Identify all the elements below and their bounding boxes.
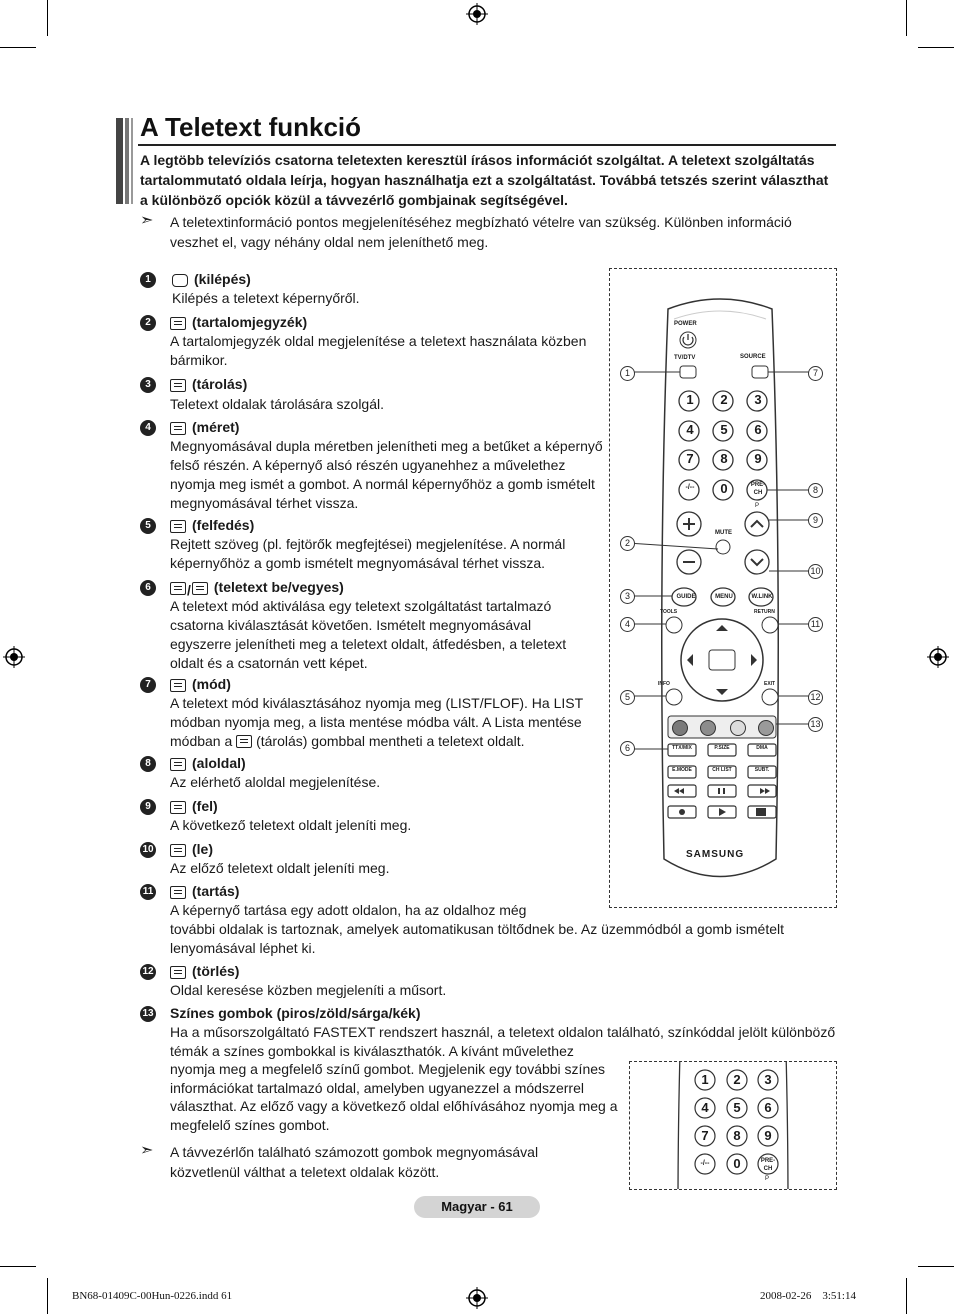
blue-button: [758, 720, 774, 736]
item-body-hold-b: további oldalak is tartoznak, amelyek automatikusan töltődnek be. Az üzemmódból a gomb ismételt lenyomásával léphet ki.: [170, 921, 784, 956]
item-heading-page-up: (fel): [170, 797, 218, 815]
crop-mark: [0, 47, 36, 48]
keypad-digit: 3: [764, 1072, 772, 1087]
remote-return-label: RETURN: [754, 609, 775, 615]
item-body-page-up: A következő teletext oldalt jeleníti meg.: [170, 817, 412, 833]
item-number: 1: [140, 272, 156, 288]
item-heading-exit: (kilépés): [172, 270, 251, 288]
store-key-icon: [236, 735, 252, 748]
remote-digit: 3: [754, 392, 762, 407]
print-timestamp: 2008-02-26 3:51:14: [760, 1290, 856, 1302]
item-heading-teletext-mix: / (teletext be/vegyes): [170, 578, 344, 599]
page-number-badge: Magyar - 61: [414, 1196, 540, 1218]
keypad-digit: 4: [701, 1100, 709, 1115]
item-number: 6: [140, 580, 156, 596]
item-body-color-buttons-b: nyomja meg a megfelelő színű gombot. Megjelenik egy további színes információkat tartalmazó oldal, amelyben ugyanezzel a módszerrel választhat. Az előző vagy a következő oldal előhívásához nyomja meg a megfelelő színes gombot.: [170, 1061, 618, 1133]
item-heading-index: (tartalomjegyzék): [170, 313, 307, 331]
crop-mark: [918, 1266, 954, 1267]
keypad-digit: 7: [701, 1128, 709, 1143]
callout-number: 8: [808, 483, 823, 498]
keypad-digit: 0: [733, 1156, 741, 1171]
note-reception: A teletextinformáció pontos megjelenítéséhez megbízható vételre van szükség. Különben információ veszhet el, vagy néhány oldal nem jeleníthető meg.: [170, 214, 792, 250]
mode-key-icon: [170, 679, 186, 692]
item-number: 7: [140, 677, 156, 693]
remote-digit: 2: [720, 392, 728, 407]
title-rule: [138, 144, 836, 146]
cancel-key-icon: [170, 966, 186, 979]
remote-subt-label: SUBT.: [754, 767, 770, 773]
remote-mute-label: MUTE: [715, 530, 732, 536]
item-number: 4: [140, 420, 156, 436]
crop-mark: [47, 1278, 48, 1314]
remote-dma-label: DMA: [756, 745, 768, 751]
registration-mark-icon: [466, 3, 488, 25]
callout-number: 5: [620, 690, 635, 705]
subpage-key-icon: [170, 758, 186, 771]
item-number: 5: [140, 518, 156, 534]
note-arrow-icon: ➣: [140, 1142, 154, 1159]
item-body-hold-a: A képernyő tartása egy adott oldalon, ha az oldalhoz még: [170, 902, 527, 918]
crop-mark: [47, 0, 48, 36]
remote-digit: 9: [754, 451, 762, 466]
store-key-icon: [170, 379, 186, 392]
page-down-key-icon: [170, 844, 186, 857]
item-number: 10: [140, 842, 156, 858]
hold-key-icon: [170, 886, 186, 899]
callout-number: 13: [808, 717, 823, 732]
page-up-key-icon: [170, 801, 186, 814]
callout-number: 7: [808, 366, 823, 381]
item-body-store: Teletext oldalak tárolására szolgál.: [170, 396, 385, 412]
remote-source-label: SOURCE: [740, 354, 766, 360]
keypad-digit: 1: [701, 1072, 709, 1087]
item-heading-page-down: (le): [170, 840, 213, 858]
remote-digit: 8: [720, 451, 728, 466]
callout-number: 2: [620, 536, 635, 551]
mix-key-icon: [192, 582, 208, 595]
registration-mark-icon: [3, 646, 25, 668]
index-key-icon: [170, 317, 186, 330]
remote-brand-logo: SAMSUNG: [686, 849, 745, 860]
remote-exit-label: EXIT: [764, 681, 776, 687]
page-title: A Teletext funkció: [140, 112, 362, 142]
crop-mark: [906, 1278, 907, 1314]
item-heading-cancel: (törlés): [170, 962, 239, 980]
item-number: 13: [140, 1006, 156, 1022]
keypad-p-label: P: [765, 1176, 770, 1182]
remote-tools-label: TOOLS: [660, 609, 678, 615]
remote-digit: 7: [686, 451, 694, 466]
item-heading-color-buttons: Színes gombok (piros/zöld/sárga/kék): [170, 1005, 421, 1021]
item-heading-subpage: (aloldal): [170, 754, 246, 772]
callout-number: 6: [620, 741, 635, 756]
remote-tvdtv-label: TV/DTV: [674, 355, 696, 361]
ttx-key-icon: [170, 582, 186, 595]
item-body-subpage: Az elérhető aloldal megjelenítése.: [170, 774, 381, 790]
item-heading-hold: (tartás): [170, 882, 239, 900]
item-heading-mode: (mód): [170, 675, 231, 693]
item-number: 12: [140, 964, 156, 980]
red-button: [672, 720, 688, 736]
remote-digit: 1: [686, 392, 694, 407]
crop-mark: [0, 1266, 36, 1267]
remote-guide-label: GUIDE: [676, 594, 696, 600]
item-body-reveal: Rejtett szöveg (pl. fejtörők megfejtései) megjelenítése. A normál képernyőhöz a gomb ismételt megnyomásával térhet vissza.: [170, 536, 566, 571]
item-number: 8: [140, 756, 156, 772]
remote-info-label: INFO: [658, 681, 670, 687]
item-heading-reveal: (felfedés): [170, 516, 254, 534]
note-number-buttons: A távvezérlőn található számozott gombok megnyomásával közvetlenül válthat a teletext oldalak között.: [170, 1144, 539, 1180]
item-body-exit: Kilépés a teletext képernyőről.: [172, 290, 360, 306]
item-body-color-buttons-a: Ha a műsorszolgáltató FASTEXT rendszert használ, a teletext oldalon található, színkóddal jelölt különböző témák a színes gombokkal is kiválaszthatók. A kívánt művelethez: [170, 1024, 836, 1059]
keypad-digit: 6: [764, 1100, 772, 1115]
green-button: [700, 720, 716, 736]
remote-digit: 0: [720, 481, 728, 496]
remote-digit: 4: [686, 422, 694, 437]
keypad-digit: 8: [733, 1128, 741, 1143]
remote-power-label: POWER: [674, 321, 697, 327]
crop-mark: [918, 47, 954, 48]
file-name: BN68-01409C-00Hun-0226.indd 61: [72, 1290, 233, 1302]
remote-chlist-label: CH LIST: [712, 767, 732, 773]
remote-prech-label: PRE-CH: [750, 482, 766, 496]
keypad-prech-label: PRE-CH: [760, 1158, 776, 1172]
remote-digit: 6: [754, 422, 762, 437]
slash-icon: /: [187, 582, 191, 598]
remote-wlink-label: W.LINK: [751, 594, 773, 600]
registration-mark-icon: [927, 646, 949, 668]
remote-digit: 5: [720, 422, 728, 437]
item-number: 9: [140, 799, 156, 815]
item-heading-size: (méret): [170, 418, 239, 436]
item-heading-store: (tárolás): [170, 375, 247, 393]
item-number: 2: [140, 315, 156, 331]
note-arrow-icon: ➣: [140, 212, 154, 229]
exit-key-icon: [172, 274, 188, 287]
callout-number: 12: [808, 690, 823, 705]
callout-number: 11: [808, 617, 823, 632]
keypad-digit: -/--: [700, 1160, 710, 1167]
registration-mark-icon: [466, 1287, 488, 1309]
callout-number: 3: [620, 589, 635, 604]
intro-paragraph: A legtöbb televíziós csatorna teletexten keresztül írásos információt szolgáltat. A teletext szolgáltatás tartalommutató oldala leírja, hogyan használhatja ezt a szolgáltatást. Továbbá tetszés szerint választhat a különböző opciók közül a távvezérlő gombjainak segítségével.: [140, 152, 829, 208]
remote-digit: -/--: [685, 484, 695, 491]
yellow-button: [730, 720, 746, 736]
crop-mark: [906, 0, 907, 36]
item-body-size: Megnyomásával dupla méretben jelenítheti meg a betűket a képernyő felső részén. A képernyő alsó részén ugyanehhez a művelethez nyomja meg ismét a gombot. A normál képernyőhöz a gomb ismételt megnyomásával térhet vissza.: [170, 438, 603, 511]
callout-number: 10: [808, 564, 823, 579]
item-body-index: A tartalomjegyzék oldal megjelenítése a teletext használata közben bármikor.: [170, 333, 587, 368]
callout-number: 1: [620, 366, 635, 381]
keypad-digit: 2: [733, 1072, 741, 1087]
callout-number: 9: [808, 513, 823, 528]
size-key-icon: [170, 422, 186, 435]
item-number: 11: [140, 884, 156, 900]
reveal-key-icon: [170, 520, 186, 533]
keypad-digit: 5: [733, 1100, 741, 1115]
callout-number: 4: [620, 617, 635, 632]
remote-ttxmix-label: TTX/MIX: [672, 745, 692, 751]
remote-emode-label: E.MODE: [672, 767, 692, 773]
remote-p-label: P: [755, 503, 760, 509]
item-body-page-down: Az előző teletext oldalt jeleníti meg.: [170, 860, 390, 876]
item-body-mode: A teletext mód kiválasztásához nyomja meg (LIST/FLOF). Ha LIST módban nyomja meg, a lista mentése módba vált. A Lista mentése módban a (tárolás) gombbal mentheti a teletext oldalt.: [170, 695, 583, 749]
keypad-digit: 9: [764, 1128, 772, 1143]
remote-psize-label: P.SIZE: [714, 745, 730, 751]
remote-control-illustration: [610, 269, 834, 905]
item-body-cancel: Oldal keresése közben megjeleníti a műsort.: [170, 982, 447, 998]
item-body-teletext-mix: A teletext mód aktiválása egy teletext szolgáltatást tartalmazó csatorna kiválasztását követően. Ismételt megnyomásával egyszerre jelenítheti meg a teletext oldalt, átfedésben, a teletext oldalt és a csatornán vett képet.: [170, 598, 567, 671]
keypad-illustration-frame: [629, 1061, 837, 1190]
item-number: 3: [140, 377, 156, 393]
remote-menu-label: MENU: [715, 594, 733, 600]
